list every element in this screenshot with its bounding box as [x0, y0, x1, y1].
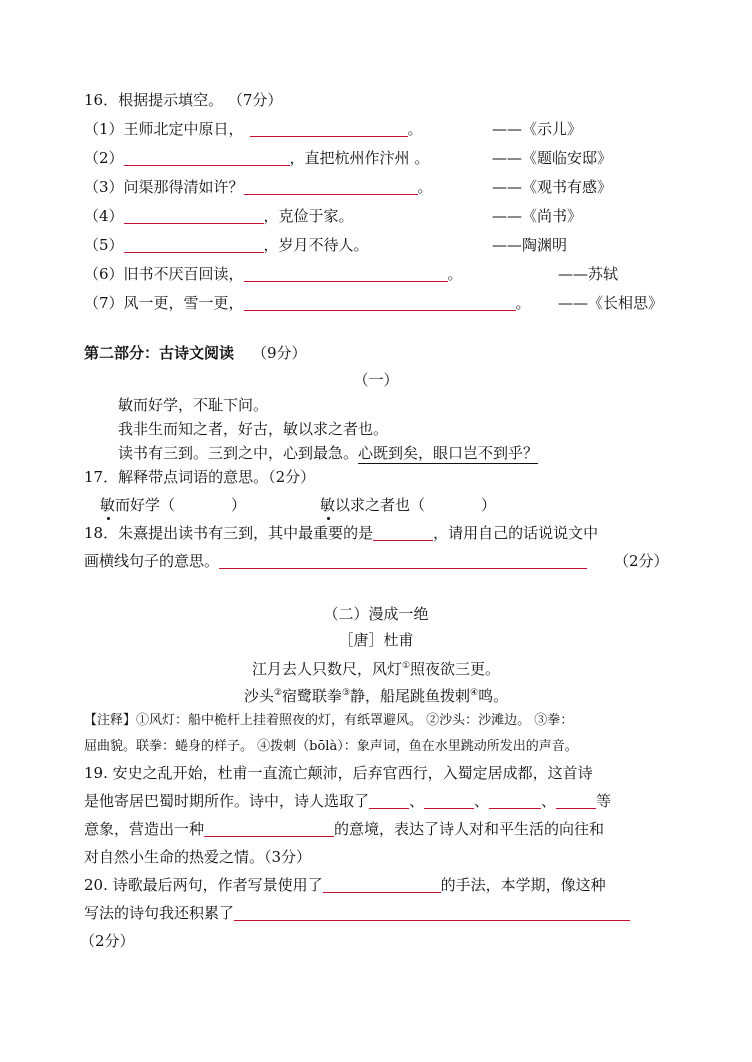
q16-item-6-source: ——苏轼	[558, 265, 619, 283]
q19-line-2-post: 等	[596, 792, 612, 810]
q20-line-2-pre: 写法的诗句我还积累了	[84, 904, 235, 922]
q16-item-6	[84, 263, 463, 285]
answer-blank[interactable]	[124, 149, 290, 166]
answer-blank[interactable]	[424, 792, 474, 809]
q16-item-1-source: ——《示儿》	[492, 120, 583, 138]
section-1-label: （一）	[353, 371, 399, 389]
q16-item-6-pre: （6）旧书不厌百回读，	[84, 265, 244, 283]
part2-heading-row	[84, 342, 307, 364]
q16-item-7-pre: （7）风一更，雪一更，	[84, 294, 244, 312]
q20-line-1	[84, 874, 606, 896]
dotted-word: 敏	[100, 496, 116, 514]
q20-line-1-post: 的手法，本学期，像这种	[440, 876, 606, 894]
q16-item-7-post: 。	[515, 294, 531, 312]
q16-item-2-post: ，直把杭州作汴州 。	[289, 149, 430, 167]
q19-line-1: 19. 安史之乱开始，杜甫一直流亡颠沛，后弃官西行，入蜀定居成都，这首诗	[84, 764, 593, 782]
dotted-word: 敏	[320, 496, 336, 514]
q16-item-1-post: 。	[407, 120, 423, 138]
answer-blank[interactable]	[244, 178, 418, 195]
answer-blank[interactable]	[323, 876, 441, 893]
q16-item-3-post: 。	[417, 178, 433, 196]
poem-line-2a: 沙头	[243, 687, 274, 705]
annotation-line-2: 屈曲貌。联拳：蜷身的样子。 ④拨刺（bōlà）：象声词，鱼在水里跳动所发出的声音。	[84, 739, 578, 754]
q16-item-4-pre: （4）	[84, 207, 124, 225]
q18-line-1-post: ，请用自己的话说说文中	[433, 524, 599, 542]
q18-line-1-pre: 18．朱熹提出读书有三到，其中最重要的是	[84, 524, 374, 542]
q16-item-2	[84, 147, 429, 169]
note-ref: ①	[401, 661, 411, 671]
q19-line-3	[84, 818, 604, 840]
q19-line-3-post: 的意境，表达了诗人对和平生活的向往和	[334, 820, 605, 838]
q20-line-2	[84, 902, 630, 924]
q17-item-a	[100, 494, 246, 516]
separator: 、	[474, 792, 490, 810]
q16-item-2-pre: （2）	[84, 149, 124, 167]
answer-blank[interactable]	[234, 904, 630, 921]
q16-item-5-post: ，岁月不待人。	[263, 236, 369, 254]
passage-line-1: 敏而好学，不耻下问。	[118, 396, 269, 414]
q20-line-1-pre: 20. 诗歌最后两句，作者写景使用了	[84, 876, 323, 894]
q18-line-1	[84, 522, 598, 544]
q16-item-5-pre: （5）	[84, 236, 124, 254]
q18-score: （2分）	[614, 552, 669, 570]
answer-blank[interactable]	[556, 792, 596, 809]
q16-title: 16．根据提示填空。 （7分）	[84, 91, 283, 109]
annotation-line-1: 【注释】①风灯：船中桅杆上挂着照夜的灯，有纸罩避风。 ②沙头：沙滩边。 ③拳：	[84, 713, 574, 728]
answer-blank[interactable]	[369, 792, 409, 809]
answer-blank[interactable]	[373, 524, 433, 541]
q16-item-4	[84, 205, 354, 227]
q17-title: 17．解释带点词语的意思。（2分）	[84, 468, 316, 486]
q16-item-1-pre: （1）王师北定中原日，	[84, 120, 244, 138]
note-ref: ③	[341, 688, 351, 698]
poem-title: （二）漫成一绝	[323, 605, 429, 623]
note-ref: ④	[470, 688, 479, 698]
poem-line-2	[0, 682, 752, 707]
answer-blank[interactable]	[244, 294, 516, 311]
q16-item-4-source: ——《尚书》	[492, 207, 583, 225]
q17-item-b-close: ）	[481, 496, 497, 514]
q16-item-1	[84, 118, 423, 140]
poem-line-1	[0, 655, 752, 680]
q19-line-3-pre: 意象，营造出一种	[84, 820, 205, 838]
answer-blank[interactable]	[124, 207, 264, 224]
q16-item-7	[84, 292, 531, 314]
passage-line-2: 我非生而知之者，好古，敏以求之者也。	[118, 420, 389, 438]
q19-line-2-pre: 是他寄居巴蜀时期所作。诗中，诗人选取了	[84, 792, 370, 810]
part2-heading: 第二部分：古诗文阅读	[84, 344, 235, 362]
q17-item-b	[320, 494, 496, 516]
q16-item-4-post: ，克俭于家。	[263, 207, 354, 225]
q16-item-5-source: ——陶渊明	[492, 236, 568, 254]
q17-item-a-close: ）	[231, 496, 247, 514]
q20-score: （2分）	[80, 932, 135, 950]
q17-item-b-text: 以求之者也（	[335, 496, 426, 514]
separator: 、	[541, 792, 557, 810]
q16-item-7-source: ——《长相思》	[558, 294, 664, 312]
answer-blank[interactable]	[244, 265, 448, 282]
underlined-sentence: 心既到矣，眼口岂不到乎？	[358, 444, 539, 462]
q16-item-6-post: 。	[447, 265, 463, 283]
answer-blank[interactable]	[219, 552, 587, 569]
part2-score: （9分）	[252, 344, 307, 362]
answer-blank[interactable]	[250, 120, 408, 137]
passage-line-3a: 读书有三到。三到之中，心到最急。	[118, 444, 359, 462]
q16-item-3	[84, 176, 433, 198]
passage-line-3	[118, 442, 538, 464]
answer-blank[interactable]	[489, 792, 541, 809]
q16-item-5	[84, 234, 369, 256]
poem-author: ［唐］杜甫	[338, 631, 414, 649]
poem-line-2c: 静，船尾跳鱼拨剌	[350, 687, 471, 705]
note-ref: ②	[273, 688, 282, 698]
poem-line-1a: 江月去人只数尺，风灯	[251, 660, 402, 678]
q19-line-4: 对自然小生命的热爱之情。（3分）	[84, 848, 312, 866]
poem-line-2d: 鸣。	[478, 687, 509, 705]
q19-line-2	[84, 790, 611, 812]
answer-blank[interactable]	[124, 236, 264, 253]
poem-line-2b: 宿鹭联拳	[281, 687, 342, 705]
q16-item-3-source: ——《观书有感》	[492, 178, 613, 196]
separator: 、	[409, 792, 425, 810]
q16-item-3-pre: （3）问渠那得清如许？	[84, 178, 244, 196]
q16-item-2-source: ——《题临安邸》	[492, 149, 613, 167]
q18-line-2-pre: 画横线句子的意思。	[84, 552, 220, 570]
answer-blank[interactable]	[204, 820, 334, 837]
poem-line-1b: 照夜欲三更。	[410, 660, 501, 678]
q18-line-2	[84, 550, 587, 572]
q17-item-a-text: 而好学（	[115, 496, 176, 514]
